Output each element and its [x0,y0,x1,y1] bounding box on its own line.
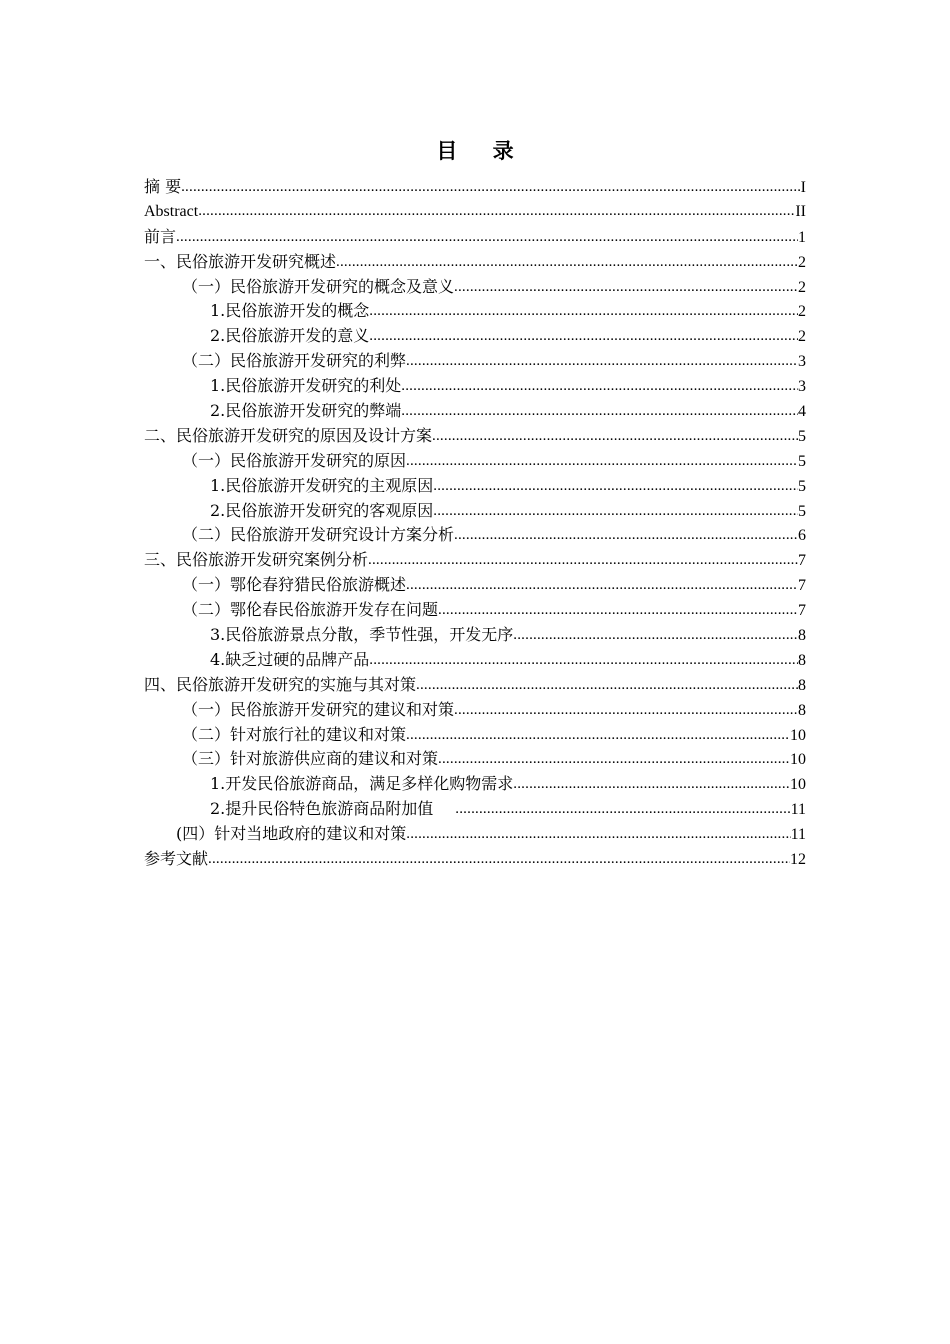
toc-leader-dots [369,648,798,673]
toc-leader-dots [432,424,798,449]
toc-leader-dots [513,623,798,648]
toc-leader-dots [406,449,798,474]
toc-entry-text: 3.民俗旅游景点分散，季节性强，开发无序 [210,625,514,645]
toc-entry-text: （一）民俗旅游开发研究的概念及意义 [182,276,455,296]
toc-entry-text: 4.缺乏过硬的品牌产品 [210,649,370,669]
toc-leader-dots [336,250,798,275]
toc-page-number: I [800,179,806,196]
toc-page-number: 11 [790,801,806,819]
toc-entry-text: 1.民俗旅游开发的概念 [210,301,370,321]
toc-entry[interactable] [144,499,806,524]
toc-entry-text: 摘 要 [144,177,182,196]
toc-entry-text: 一、民俗旅游开发研究概述 [144,251,337,271]
toc-page-number: 10 [790,751,806,769]
toc-entry-text: (四）针对当地政府的建议和对策 [176,824,407,844]
toc-entry[interactable] [144,797,806,822]
toc-entry[interactable] [144,698,806,723]
toc-page-number: 7 [798,552,806,570]
toc-entry[interactable] [144,424,806,449]
toc-leader-dots [406,349,798,374]
toc-entry-text: 1.开发民俗旅游商品，满足多样化购物需求 [210,774,514,794]
toc-entry-text: 2.民俗旅游开发的意义 [210,326,370,346]
toc-leader-dots [454,523,798,548]
toc-page-number: 2 [798,278,806,296]
toc-entry[interactable] [144,598,806,623]
toc-entry[interactable] [144,847,806,872]
toc-entry-text: 二、民俗旅游开发研究的原因及设计方案 [144,425,433,445]
toc-leader-dots [401,399,798,424]
toc-page-number: 8 [798,627,806,645]
toc-entry[interactable] [144,548,806,573]
toc-page-number: 5 [798,452,806,470]
toc-entry-text: （二）民俗旅游开发研究的利弊 [182,351,407,371]
toc-entry[interactable] [144,623,806,648]
toc-entry[interactable] [144,673,806,698]
toc-entry-text: （二）针对旅行社的建议和对策 [182,724,407,744]
toc-entry-text: 三、民俗旅游开发研究案例分析 [144,550,369,570]
toc-entry[interactable] [144,449,806,474]
toc-entry[interactable] [144,299,806,324]
toc-entry-text: （二）鄂伦春民俗旅游开发存在问题 [182,600,439,620]
toc-page-number: 2 [798,253,806,271]
toc-page-number: 4 [798,403,806,421]
toc-entry[interactable] [144,324,806,349]
toc-page-number: 5 [798,502,806,520]
toc-page-number: 6 [798,527,806,545]
toc-leader-dots [368,548,798,573]
toc-entry[interactable] [144,349,806,374]
toc-page-number: 1 [798,228,806,246]
toc-page-number: 5 [798,477,806,495]
toc-entry-text: 前言 [144,226,177,246]
toc-entry[interactable] [144,772,806,797]
toc-entry-text: 2.民俗旅游开发研究的弊端 [210,401,402,421]
toc-leader-dots [438,747,790,772]
toc-entry[interactable] [144,573,806,598]
toc-leader-dots [406,822,790,847]
toc-page-number: 10 [790,776,806,794]
page-title: 目 录 [436,138,528,163]
toc-leader-dots [513,772,790,797]
toc-entry-text: （三）针对旅游供应商的建议和对策 [182,749,439,769]
toc-page-number: 5 [798,427,806,445]
toc-leader-dots [181,175,801,200]
toc-leader-dots [433,499,798,524]
toc-leader-dots [454,698,798,723]
toc-entry[interactable] [144,723,806,748]
toc-leader-dots [406,573,798,598]
toc-entry[interactable] [144,399,806,424]
toc-entry-text: 参考文献 [144,849,209,869]
toc-leader-dots [455,797,790,822]
toc-entry[interactable] [144,648,806,673]
toc-entry[interactable] [144,275,806,300]
toc-entry[interactable] [144,523,806,548]
toc-entry-text: （一）民俗旅游开发研究的建议和对策 [182,699,455,719]
toc-entry[interactable] [144,200,806,225]
toc-page-number: 12 [790,851,806,869]
toc-entry-text: 四、民俗旅游开发研究的实施与其对策 [144,674,417,694]
toc-page-number: 8 [798,651,806,669]
toc-entry[interactable] [144,747,806,772]
toc-entry-text: （二）民俗旅游开发研究设计方案分析 [182,525,455,545]
toc-page-number: 3 [798,353,806,371]
toc-page-number: 7 [798,602,806,620]
toc-leader-dots [401,374,798,399]
toc-leader-dots [198,199,795,224]
toc-entry[interactable] [144,822,806,847]
toc-entry-text: Abstract [144,202,199,220]
toc-page-number: 7 [798,577,806,595]
toc-page-number: 11 [790,826,806,844]
toc-leader-dots [176,225,798,250]
toc-page-number: 8 [798,676,806,694]
toc-entry-text: （一）鄂伦春狩猎民俗旅游概述 [182,575,407,595]
toc-leader-dots [454,275,798,300]
toc-leader-dots [438,598,798,623]
toc-entry[interactable] [144,250,806,275]
toc-leader-dots [433,474,798,499]
toc-page-number: 10 [790,726,806,744]
toc-page-number: 3 [798,378,806,396]
toc-entry-text: 1.民俗旅游开发研究的主观原因 [210,475,434,495]
toc-page-number: 2 [798,303,806,321]
toc-entry-text: （一）民俗旅游开发研究的原因 [182,450,407,470]
toc-leader-dots [416,673,798,698]
toc-leader-dots [406,723,790,748]
toc-entry-text: 1.民俗旅游开发研究的利处 [210,376,402,396]
toc-leader-dots [208,847,790,872]
toc-leader-dots [369,324,798,349]
toc-entry[interactable] [144,474,806,499]
toc-entry[interactable] [144,225,806,250]
toc-page-number: II [795,202,806,220]
toc-entry-text: 2.提升民俗特色旅游商品附加值 [210,799,434,819]
toc-entry[interactable] [144,374,806,399]
toc-entry[interactable] [144,175,806,200]
toc-page-number: 2 [798,328,806,346]
toc-page-number: 8 [798,701,806,719]
table-of-contents [144,175,806,872]
toc-leader-dots [369,299,798,324]
toc-entry-text: 2.民俗旅游开发研究的客观原因 [210,500,434,520]
